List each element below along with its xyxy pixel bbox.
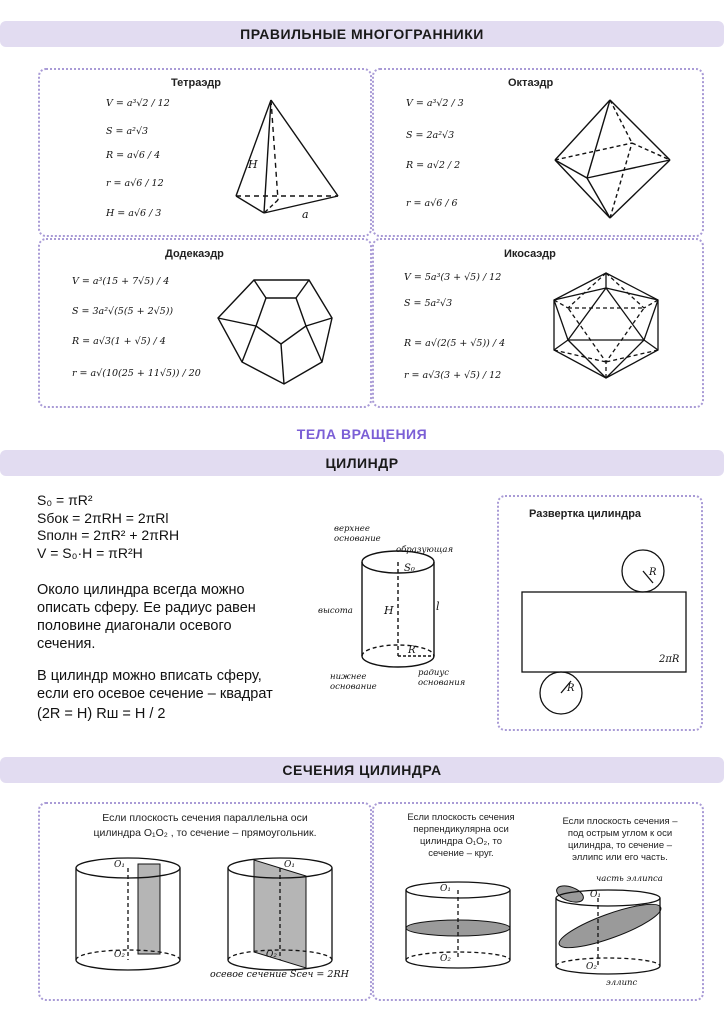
tetra-height-formula: H = a√6 / 3 [106,208,162,219]
net-length-label: 2πR [659,654,680,665]
insphere-text-3: (2R = H) Rш = H / 2 [37,706,166,722]
cylinder-net-card [497,495,703,731]
cyl-radius-label: R [408,645,416,656]
cyl-height-label: H [384,604,394,617]
perp-o2-label: O₂ [440,954,451,964]
tetra-height-label: H [248,158,258,171]
axial-section-figure [228,856,358,976]
base-area-label: S₀ [404,563,415,574]
cyl-generatrix-label: l [436,600,440,613]
oblique-text-2: под острым углом к оси [567,828,673,839]
oblique-text-3: цилиндра, то сечение – [567,840,673,851]
oblique-o2-label: O₂ [586,962,597,972]
icosa-circumradius-formula: R = a√(2(5 + √5)) / 4 [404,338,506,349]
oblique-text-4: эллипс или его часть. [572,852,668,863]
dodeca-circumradius-formula: R = a√3(1 + √5) / 4 [72,336,166,347]
octa-volume-formula: V = a³√2 / 3 [406,98,464,109]
dodecahedron-figure [214,276,344,391]
tetrahedron-title: Тетраэдр [171,77,221,89]
octa-inradius-formula: r = a√6 / 6 [406,198,458,209]
tetra-area-formula: S = a²√3 [106,126,149,137]
icosa-volume-formula: V = 5a³(3 + √5) / 12 [404,272,502,283]
oblique-o1-label: O₁ [590,890,601,900]
net-bottom-radius-label: R [567,683,575,694]
icosa-inradius-formula: r = a√3(3 + √5) / 12 [404,370,502,381]
icosa-area-formula: S = 5a²√3 [404,298,453,309]
circumsphere-text-1: Около цилиндра всегда можно [37,582,245,598]
dodecahedron-card [38,238,372,408]
insphere-text-1: В цилиндр можно вписать сферу, [37,668,262,684]
dodeca-area-formula: S = 3a²√(5(5 + 2√5)) [72,306,174,317]
volume-formula: V = S₀·H = πR²H [37,545,143,561]
top-base-label: верхнее основание [334,524,381,544]
octa-circumradius-formula: R = a√2 / 2 [406,160,461,171]
cylinder-figure [358,548,438,678]
perp-text-3: цилиндра O₁O₂, то [419,836,503,847]
circumsphere-text-4: сечения. [37,636,96,652]
parallel-o1-label: O₁ [114,860,125,870]
perp-o1-label: O₁ [440,884,451,894]
net-top-radius-label: R [649,567,657,578]
octahedron-figure [552,98,677,223]
perp-text-1: Если плоскость сечения [407,812,515,823]
dodeca-volume-formula: V = a³(15 + 7√5) / 4 [72,276,170,287]
cylinder-net-title: Развертка цилиндра [529,508,642,520]
tetrahedron-card [38,68,372,237]
parallel-section-card [38,802,372,1001]
cylinder-net-figure [519,547,689,719]
ellipse-part-label: часть эллипса [596,874,663,884]
tetra-inradius-formula: r = a√6 / 12 [106,178,164,189]
height-label: высота [318,606,353,616]
axial-o2-label: O₂ [266,950,277,960]
axial-section-label: осевое сечение Sсеч = 2RH [210,969,349,980]
tetra-circumradius-formula: R = a√6 / 4 [106,150,161,161]
base-area-formula: S₀ = πR² [37,492,93,508]
oblique-section-figure [556,880,676,990]
tetra-volume-formula: V = a³√2 / 12 [106,98,170,109]
perpendicular-section-card [372,802,704,1001]
ellipse-label: эллипс [606,978,638,988]
lateral-area-formula: Sбок = 2πRH = 2πRl [37,510,169,526]
dodeca-inradius-formula: r = a√(10(25 + 11√5)) / 20 [72,368,201,379]
perpendicular-section-figure [404,880,524,980]
bottom-base-label: нижнее основание [330,672,377,692]
icosahedron-card [372,238,704,408]
octahedron-title: Октаэдр [508,77,554,89]
insphere-text-2: если его осевое сечение – квадрат [37,686,273,702]
circumsphere-text-3: половине диагонали осевого [37,618,232,634]
perp-text-4: сечение – круг. [428,848,494,859]
section-header-sections: СЕЧЕНИЯ ЦИЛИНДРА [0,757,724,783]
axial-o1-label: O₁ [284,860,295,870]
generatrix-label: образующая [396,545,454,555]
oblique-text-1: Если плоскость сечения – [562,816,678,827]
section-header-polyhedra: ПРАВИЛЬНЫЕ МНОГОГРАННИКИ [0,21,724,47]
tetra-edge-label: a [302,208,309,221]
tetrahedron-figure [226,98,356,223]
dodecahedron-title: Додекаэдр [165,248,224,260]
icosahedron-title: Икосаэдр [504,248,556,260]
perp-text-2: перпендикулярна оси [413,824,509,835]
circumsphere-text-2: описать сферу. Ее радиус равен [37,600,256,616]
solids-of-revolution-heading: ТЕЛА ВРАЩЕНИЯ [296,426,428,442]
parallel-text-1: Если плоскость сечения параллельна оси [102,812,308,824]
octa-area-formula: S = 2a²√3 [406,130,455,141]
icosahedron-figure [546,270,671,382]
base-radius-label: радиус основания [418,668,466,688]
octahedron-card [372,68,704,237]
parallel-o2-label: O₂ [114,950,125,960]
total-area-formula: Sполн = 2πR² + 2πRH [37,527,180,543]
parallel-section-figure [74,856,204,976]
section-header-cylinder: ЦИЛИНДР [0,450,724,476]
parallel-text-2: цилиндра O₁O₂ , то сечение – прямоугольник. [93,827,317,839]
